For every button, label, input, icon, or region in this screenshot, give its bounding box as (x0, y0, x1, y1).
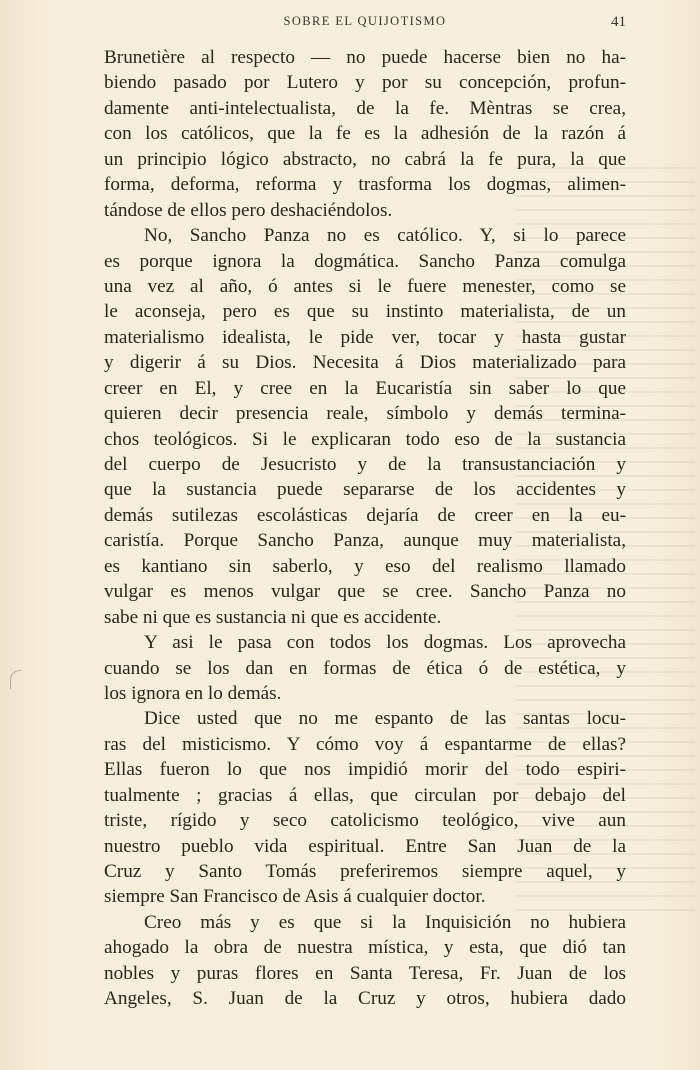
text-line: ahogado la obra de nuestra mística, y esta, que dió tan (104, 937, 626, 959)
margin-mark (10, 670, 21, 689)
text-line: Y asi le pasa con todos los dogmas. Los aprovecha (144, 632, 626, 654)
text-line: Ellas fueron lo que nos impidió morir del todo espiri- (104, 759, 626, 781)
page-number: 41 (611, 14, 626, 30)
body-text (104, 45, 626, 1012)
text-line: demás sutilezas escolásticas dejaría de creer en la eu- (104, 504, 626, 526)
text-line: creer en El, y cree en la Eucaristía sin saber lo que (104, 377, 626, 399)
text-line: materialismo idealista, le pide ver, tocar y hasta gustar (104, 326, 626, 348)
text-line: ras del misticismo. Y cómo voy á espantarme de ellas? (104, 733, 626, 755)
text-line: del cuerpo de Jesucristo y de la transustanciación y (104, 454, 626, 475)
text-line: Creo más y es que si la Inquisición no hubiera (144, 911, 626, 933)
text-line: un principio lógico abstracto, no cabrá la fe pura, la que (104, 148, 626, 170)
text-line: que la sustancia puede separarse de los accidentes y (104, 479, 626, 501)
text-line: Angeles, S. Juan de la Cruz y otros, hubiera dado (104, 988, 626, 1010)
text-line: cuando se los dan en formas de ética ó de estética, y (104, 657, 626, 679)
running-head (104, 14, 626, 34)
text-line: caristía. Porque Sancho Panza, aunque muy materialista, (104, 530, 626, 552)
text-line: triste, rígido y seco catolicismo teológico, vive aun (104, 810, 626, 832)
running-title: SOBRE EL QUIJOTISMO (283, 14, 447, 28)
text-line: No, Sancho Panza no es católico. Y, si lo parece (144, 225, 626, 247)
text-line: tándose de ellos pero deshaciéndolos. (104, 199, 393, 221)
text-line: vulgar es menos vulgar que se cree. Sancho Panza no (104, 581, 626, 603)
text-line: forma, deforma, reforma y trasforma los dogmas, alimen- (104, 174, 626, 196)
text-line: le aconseja, pero es que su instinto materialista, de un (104, 301, 626, 323)
text-line: Dice usted que no me espanto de las santas locu- (144, 708, 626, 730)
text-line: nuestro pueblo vida espiritual. Entre San Juan de la (104, 835, 626, 857)
text-line: sabe ni que es sustancia ni que es accidente. (104, 606, 442, 628)
text-line: es kantiano sin saberlo, y eso del realismo llamado (104, 555, 626, 577)
text-line: nobles y puras flores en Santa Teresa, Fr. Juan de los (104, 962, 626, 984)
text-line: y digerir á su Dios. Necesita á Dios materializado para (104, 352, 626, 374)
text-line: chos teológicos. Si le explicaran todo eso de la sustancia (104, 428, 626, 450)
text-line: Cruz y Santo Tomás preferiremos siempre aquel, y (104, 861, 626, 882)
text-line: los ignora en lo demás. (104, 682, 282, 704)
text-line: damente anti-intelectualista, de la fe. Mèntras se crea, (104, 97, 626, 119)
text-line: tualmente ; gracias á ellas, que circulan por debajo del (104, 784, 626, 806)
text-line: es porque ignora la dogmática. Sancho Panza comulga (104, 250, 626, 272)
text-line: biendo pasado por Lutero y por su concepción, profun- (104, 72, 626, 94)
text-line: con los católicos, que la fe es la adhesión de la razón á (104, 123, 626, 145)
text-line: quieren decir presencia reale, símbolo y demás termina- (104, 403, 626, 425)
text-line: Brunetière al respecto — no puede hacerse bien no ha- (104, 47, 626, 68)
text-line: una vez al año, ó antes si le fuere menester, como se (104, 275, 626, 297)
text-line: siempre San Francisco de Asis á cualquier doctor. (104, 886, 486, 908)
